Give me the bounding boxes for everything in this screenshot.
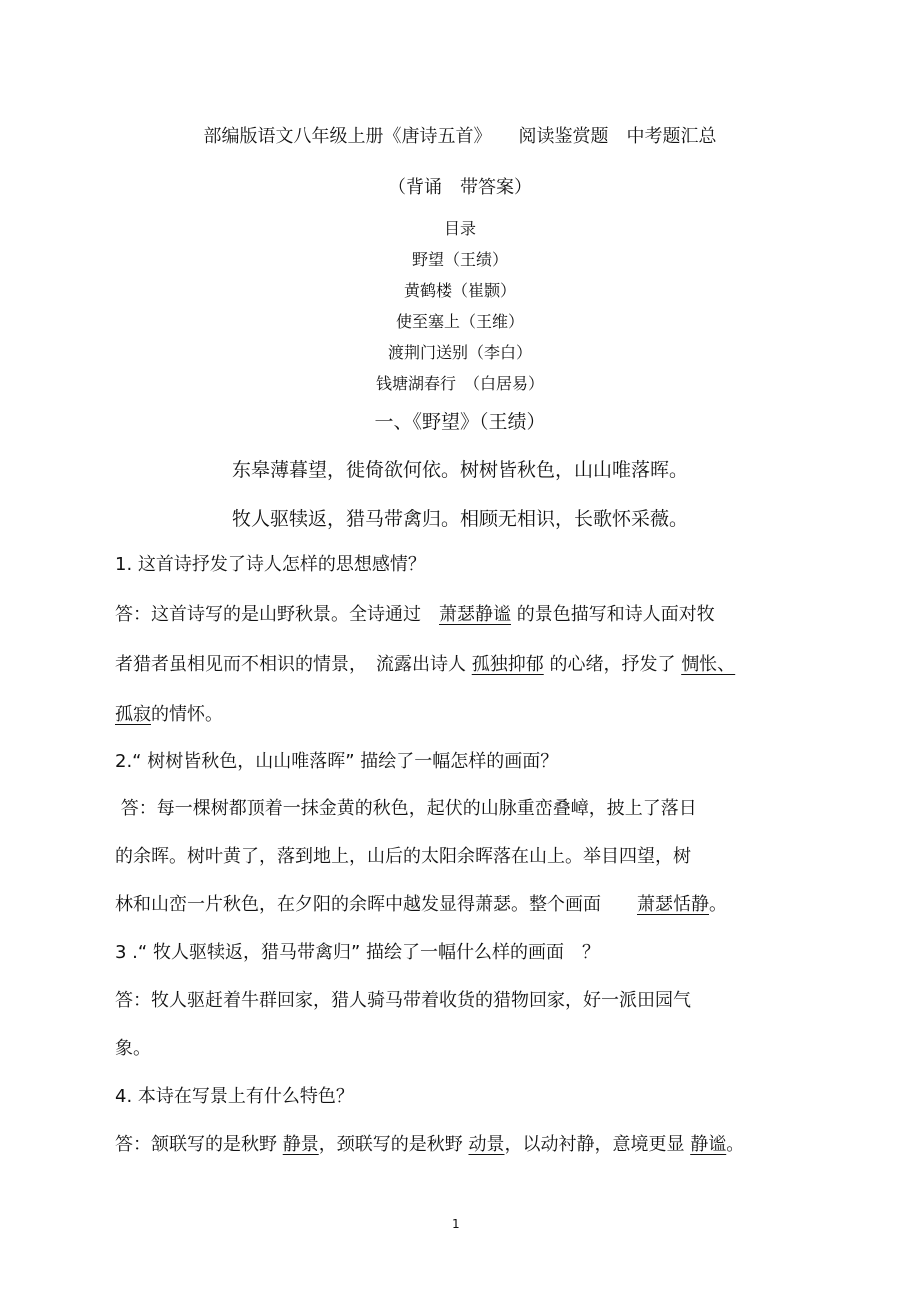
underlined-answer: 静谧: [690, 1134, 727, 1155]
section-heading: 一、《野望》（王绩）: [374, 411, 546, 433]
answer-2-line: 林和山峦一片秋色，在夕阳的余晖中越发显得萧瑟。整个画面 萧瑟恬静。: [115, 894, 727, 915]
document-title: 部编版语文八年级上册《唐诗五首》 阅读鉴赏题 中考题汇总: [203, 126, 717, 147]
underlined-answer: 萧瑟静谧: [439, 604, 511, 625]
document-subtitle: （背诵 带答案）: [388, 177, 532, 198]
question-1: 1. 这首诗抒发了诗人怎样的思想感情？: [115, 554, 426, 575]
toc-item: 渡荆门送别（李白）: [387, 343, 532, 362]
answer-2-line: 答：每一棵树都顶着一抹金黄的秋色，起伏的山脉重峦叠嶂，披上了落日: [115, 798, 697, 819]
underlined-answer: 静景: [282, 1134, 319, 1155]
underlined-answer: 萧瑟恬静: [637, 894, 709, 915]
underlined-answer: 孤独抑郁: [471, 654, 544, 675]
answer-3-line: 答：牧人驱赶着牛群回家，猎人骑马带着收货的猎物回家，好一派田园气: [115, 990, 691, 1011]
answer-1-line: 答：这首诗写的是山野秋景。全诗通过 萧瑟静谧 的景色描写和诗人面对牧: [115, 604, 715, 625]
toc-item: 野望（王绩）: [411, 250, 508, 269]
toc-heading: 目录: [443, 219, 476, 238]
toc-item: 黄鹤楼（崔颢）: [403, 281, 516, 300]
underlined-answer: 惆怅、: [681, 654, 736, 675]
poem-line: 牧人驱犊返，猎马带禽归。相顾无相识，长歌怀采薇。: [231, 508, 688, 530]
answer-2-line: 的余晖。树叶黄了，落到地上，山后的太阳余晖落在山上。举目四望，树: [115, 846, 691, 867]
toc-item: 钱塘湖春行 （白居易）: [375, 374, 544, 393]
page-number: 1: [452, 1217, 460, 1231]
toc-item: 使至塞上（王维）: [395, 312, 524, 331]
poem-line: 东皋薄暮望，徙倚欲何依。树树皆秋色，山山唯落晖。: [231, 459, 688, 481]
answer-3-line: 象。: [115, 1038, 151, 1059]
question-3: 3 .“ 牧人驱犊返，猎马带禽归” 描绘了一幅什么样的画面 ？: [115, 942, 600, 963]
answer-4-line: 答：颔联写的是秋野 静景，颈联写的是秋野 动景，以动衬静，意境更显 静谧。: [115, 1134, 745, 1155]
underlined-answer: 动景: [468, 1134, 505, 1155]
question-4: 4. 本诗在写景上有什么特色？: [115, 1086, 354, 1107]
question-2: 2.“ 树树皆秋色，山山唯落晖” 描绘了一幅怎样的画面？: [115, 751, 559, 772]
answer-1-line: 者猎者虽相见而不相识的情景， 流露出诗人 孤独抑郁 的心绪，抒发了 惆怅、: [115, 654, 736, 675]
answer-1-line: 孤寂的情怀。: [115, 704, 223, 725]
underlined-answer: 孤寂: [115, 704, 151, 725]
